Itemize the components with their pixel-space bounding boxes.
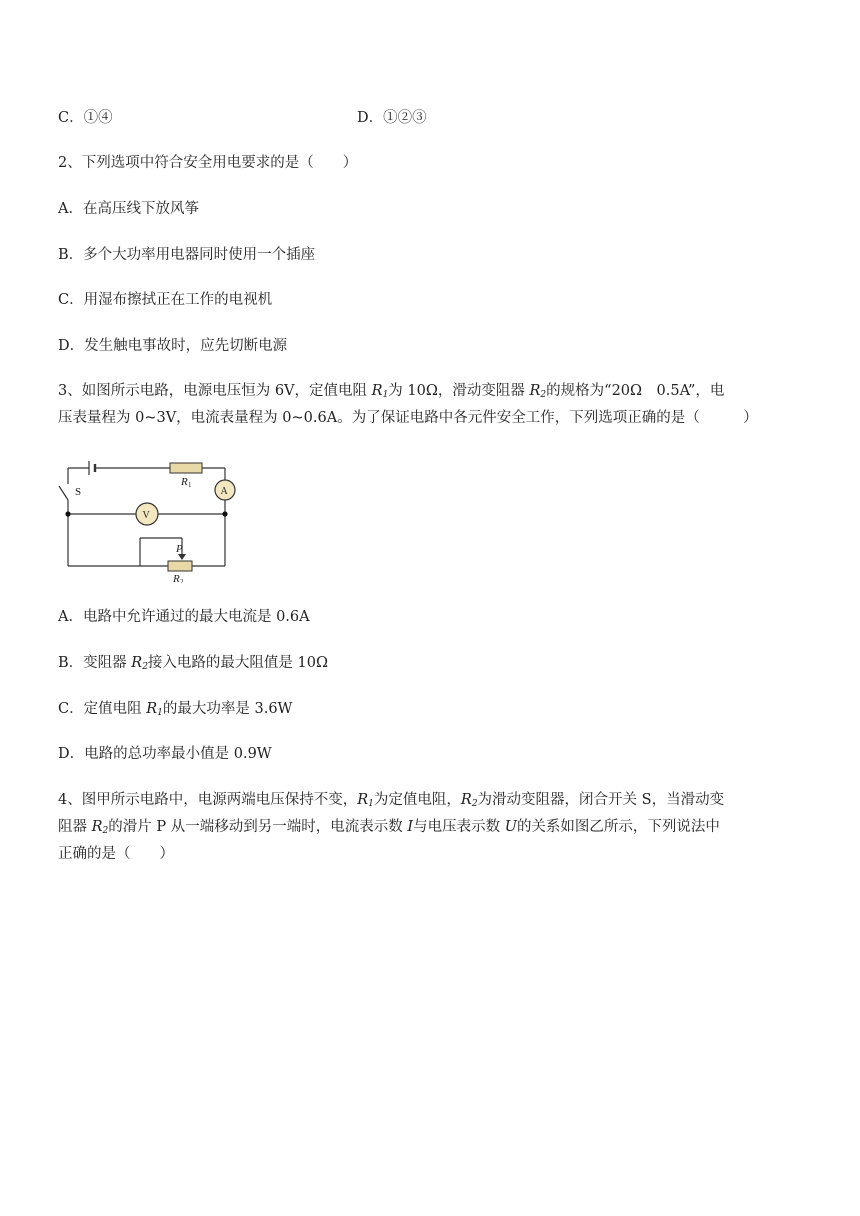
switch-blade — [59, 486, 68, 500]
q3-stem-part: 3、如图所示电路，电源电压恒为 6V，定值电阻 — [58, 383, 372, 399]
q1-option-c: C．①④ — [58, 110, 113, 126]
r2-symbol: R — [91, 819, 103, 835]
q4-text: 的关系如图乙所示，下列说法中 — [516, 819, 720, 835]
slider-label: P — [176, 543, 183, 555]
q4-text: 为定值电阻， — [373, 792, 461, 808]
resistor-r1 — [170, 463, 202, 473]
r1-subscript: 1 — [157, 708, 163, 718]
q3-option-d: D．电路的总功率最小值是 0.9W — [58, 746, 272, 762]
r1-symbol: R — [371, 383, 383, 399]
junction-dot — [222, 511, 227, 516]
q4-stem-line2 — [58, 817, 720, 841]
q3-option-b-post: 接入电路的最大阻值是 10Ω — [147, 655, 329, 671]
r2-symbol: R — [131, 655, 143, 671]
q3-option-c-pre: C．定值电阻 — [58, 701, 147, 717]
voltmeter-label: V — [142, 510, 150, 521]
r2-label: R — [173, 573, 180, 583]
voltage-symbol: U — [504, 819, 517, 835]
switch-label: S — [75, 486, 82, 498]
q3-stem-line1 — [58, 381, 724, 405]
r1-symbol: R — [357, 792, 369, 808]
r2-subscript: 2 — [102, 826, 109, 836]
q2-stem: 2、下列选项中符合安全用电要求的是（ ） — [58, 155, 358, 171]
q3-stem-part: 的规格为“20Ω 0.5A”，电 — [546, 383, 725, 399]
q3-option-c-post: 的最大功率是 3.6W — [162, 701, 293, 717]
q2-option-b: B．多个大功率用电器同时使用一个插座 — [58, 247, 316, 263]
junction-dot — [65, 511, 70, 516]
q4-text: 阻器 — [58, 819, 92, 835]
r1-symbol: R — [146, 701, 158, 717]
r2-subscript: 2 — [540, 390, 547, 400]
q4-stem-line3: 正确的是（ ） — [58, 846, 174, 862]
r1-label-sub: 1 — [188, 481, 192, 489]
r2-subscript: 2 — [142, 662, 148, 672]
q2-option-d: D．发生触电事故时，应先切断电源 — [58, 338, 288, 354]
q4-stem-line1 — [58, 790, 724, 814]
r2-label-sub: 2 — [180, 578, 184, 583]
r2-subscript: 2 — [471, 799, 478, 809]
q4-text: 为滑动变阻器，闭合开关 S，当滑动变 — [477, 792, 725, 808]
r2-symbol: R — [460, 792, 472, 808]
q3-stem-part: 为 10Ω，滑动变阻器 — [388, 383, 530, 399]
q3-option-a: A．电路中允许通过的最大电流是 0.6A — [58, 609, 310, 625]
q3-option-b-pre: B．变阻器 — [58, 655, 132, 671]
q3-option-b — [58, 653, 328, 677]
q2-option-c: C．用湿布擦拭正在工作的电视机 — [58, 292, 273, 308]
q3-stem-line2: 压表量程为 0~3V，电流表量程为 0~0.6A。为了保证电路中各元件安全工作，下列选项正确的是（ ） — [58, 410, 758, 426]
circuit-diagram — [56, 458, 246, 583]
r1-subscript: 1 — [382, 390, 389, 400]
current-symbol: I — [407, 819, 414, 835]
r1-label: R — [181, 476, 188, 488]
ammeter-label: A — [220, 486, 228, 497]
rheostat-r2 — [168, 561, 192, 571]
q1-option-d: D．①②③ — [357, 110, 427, 126]
r1-subscript: 1 — [368, 799, 374, 809]
q4-text: 4、图甲所示电路中，电源两端电压保持不变， — [58, 792, 358, 808]
q3-option-c — [58, 699, 292, 723]
q4-text: 与电压表示数 — [413, 819, 505, 835]
q4-text: 的滑片 P 从一端移动到另一端时，电流表示数 — [108, 819, 408, 835]
q2-option-a: A．在高压线下放风筝 — [58, 201, 199, 217]
r2-symbol: R — [529, 383, 541, 399]
